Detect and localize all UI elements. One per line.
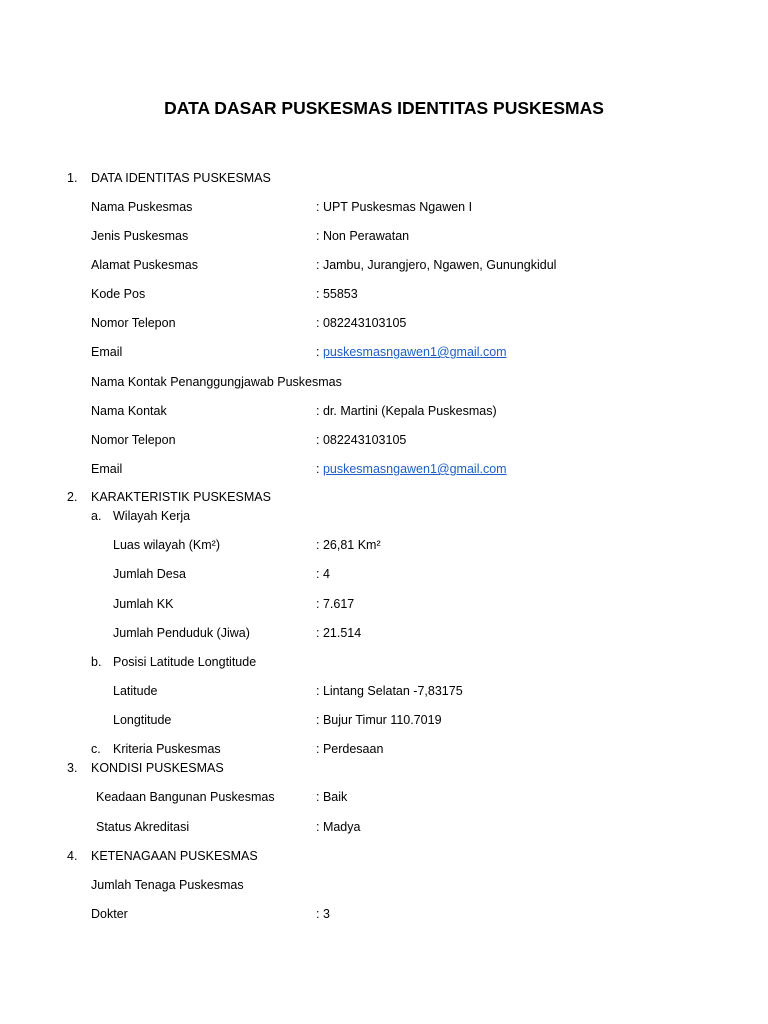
row-value: : Lintang Selatan -7,83175 — [316, 684, 463, 698]
document-title: DATA DASAR PUSKESMAS IDENTITAS PUSKESMAS — [164, 98, 604, 118]
section-2-number: 2. — [67, 490, 78, 504]
section-3-heading: KONDISI PUSKESMAS — [91, 761, 224, 775]
email-link[interactable]: puskesmasngawen1@gmail.com — [322, 462, 507, 476]
section-2-heading: KARAKTERISTIK PUSKESMAS — [91, 490, 271, 504]
row-label: Email — [91, 462, 123, 476]
subsection-c-letter: c. — [91, 742, 101, 756]
subsection-a-letter: a. — [91, 509, 102, 523]
row-label: Nomor Telepon — [91, 316, 176, 330]
row-value: : Non Perawatan — [316, 229, 410, 243]
section-1-heading: DATA IDENTITAS PUSKESMAS — [91, 171, 271, 185]
row-value — [316, 344, 507, 360]
subsection-a-heading: Wilayah Kerja — [113, 509, 191, 523]
row-label: Jumlah Desa — [113, 567, 186, 581]
row-value: : 082243103105 — [316, 433, 407, 447]
email-prefix: : — [316, 345, 323, 359]
row-value: : Madya — [316, 820, 361, 834]
row-value: : Jambu, Jurangjero, Ngawen, Gunungkidul — [316, 258, 557, 272]
row-label: Jumlah Penduduk (Jiwa) — [113, 626, 250, 640]
row-value: : Bujur Timur 110.7019 — [316, 713, 442, 727]
row-label: Alamat Puskesmas — [91, 258, 198, 272]
row-value: : 3 — [316, 907, 330, 921]
row-value: : 4 — [316, 567, 330, 581]
row-label: Email — [91, 345, 123, 359]
row-label: Keadaan Bangunan Puskesmas — [96, 790, 275, 804]
section-3-number: 3. — [67, 761, 78, 775]
row-label: Nomor Telepon — [91, 433, 176, 447]
section-4-number: 4. — [67, 849, 78, 863]
row-value: : 7.617 — [316, 597, 355, 611]
section-4-subheading: Jumlah Tenaga Puskesmas — [91, 878, 244, 892]
subsection-b-heading: Posisi Latitude Longtitude — [113, 655, 257, 669]
subsection-c-heading: Kriteria Puskesmas — [113, 742, 221, 756]
row-value: : UPT Puskesmas Ngawen I — [316, 200, 473, 214]
row-value: : 55853 — [316, 287, 358, 301]
row-value: : Baik — [316, 790, 348, 804]
subsection-b-letter: b. — [91, 655, 102, 669]
email-prefix: : — [316, 462, 323, 476]
contact-heading: Nama Kontak Penanggungjawab Puskesmas — [91, 375, 342, 389]
row-label: Nama Puskesmas — [91, 200, 193, 214]
row-value — [316, 461, 507, 477]
row-value: : 082243103105 — [316, 316, 407, 330]
row-value: : 26,81 Km² — [316, 538, 381, 552]
row-label: Kode Pos — [91, 287, 146, 301]
row-label: Dokter — [91, 907, 128, 921]
row-label: Nama Kontak — [91, 404, 167, 418]
row-label: Jenis Puskesmas — [91, 229, 189, 243]
row-value: : 21.514 — [316, 626, 362, 640]
row-label: Luas wilayah (Km²) — [113, 538, 220, 552]
row-label: Longtitude — [113, 713, 172, 727]
row-label: Latitude — [113, 684, 158, 698]
section-1-number: 1. — [67, 171, 78, 185]
section-4-heading: KETENAGAAN PUSKESMAS — [91, 849, 258, 863]
row-label: Jumlah KK — [113, 597, 174, 611]
row-label: Status Akreditasi — [96, 820, 190, 834]
row-value: : dr. Martini (Kepala Puskesmas) — [316, 404, 497, 418]
email-link[interactable]: puskesmasngawen1@gmail.com — [322, 345, 507, 359]
row-value: : Perdesaan — [316, 742, 384, 756]
